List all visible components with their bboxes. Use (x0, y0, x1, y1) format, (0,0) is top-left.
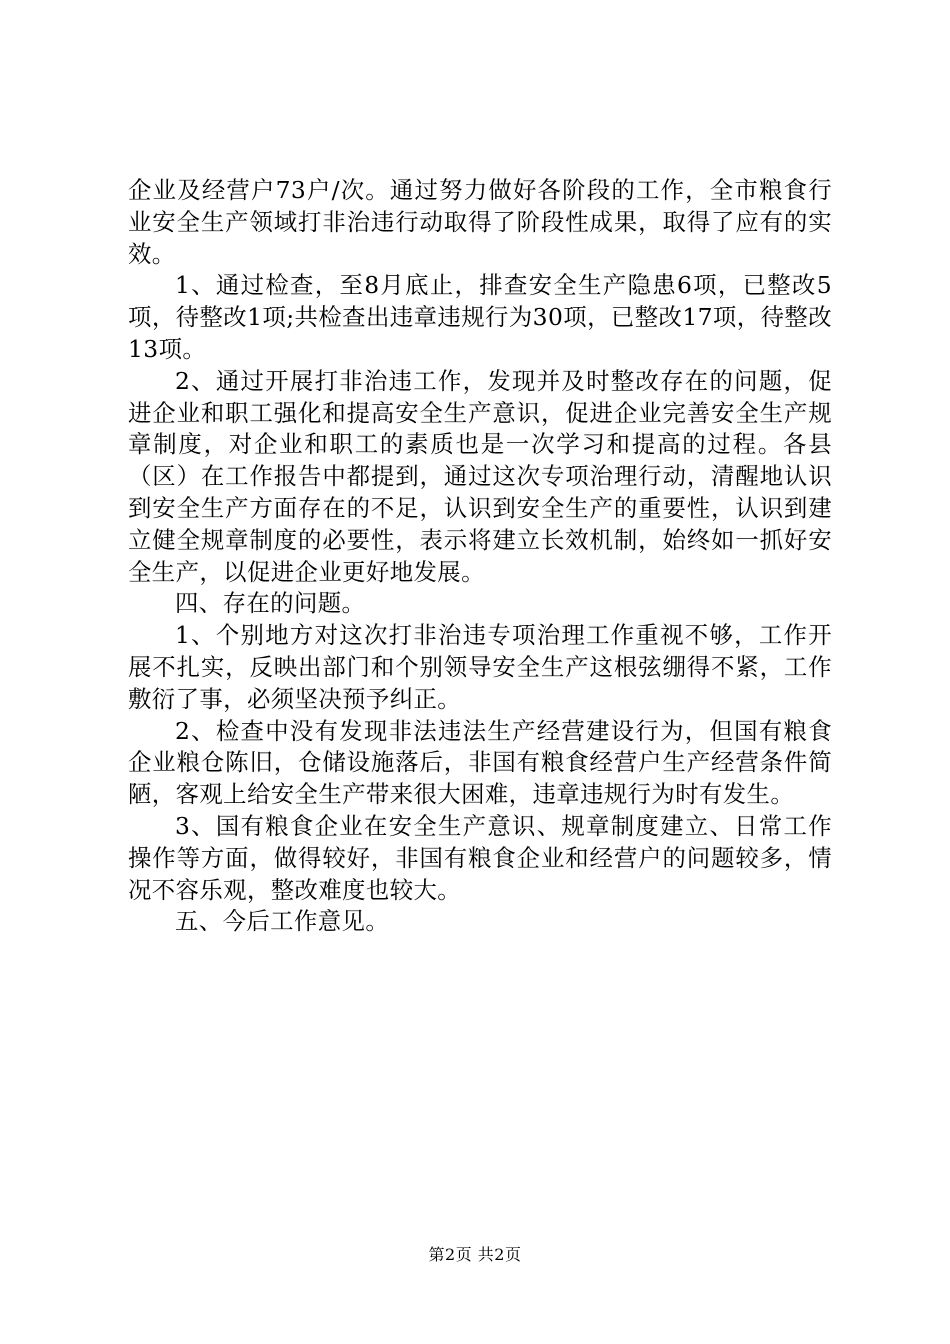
section-heading-future-work: 五、今后工作意见。 (175, 907, 390, 936)
paragraph-problem-3: 3、国有粮食企业在安全生产意识、规章制度建立、日常工作操作等方面，做得较好，非国有粮食企业和经营户的问题较多，情况不容乐观，整改难度也较大。 (128, 811, 832, 904)
page-footer: 第2页 共2页 (428, 1245, 522, 1264)
paragraph-problem-1: 1、个别地方对这次打非治违专项治理工作重视不够，工作开展不扎实，反映出部门和个别领导安全生产这根弦绷得不紧，工作敷衍了事，必须坚决预予纠正。 (128, 621, 832, 713)
paragraph-item-1: 1、通过检查，至8月底止，排查安全生产隐患6项，已整改5项，待整改1项;共检查出违章违规行为30项，已整改17项，待整改13项。 (128, 271, 832, 363)
paragraph-item-2: 2、通过开展打非治违工作，发现并及时整改存在的问题，促进企业和职工强化和提高安全生产意识，促进企业完善安全生产规章制度，对企业和职工的素质也是一次学习和提高的过程。各县（区）在工作报告中都提到，通过这次专项治理行动，清醒地认识到安全生产方面存在的不足，认识到安全生产的重要性，认识到建立健全规章制度的必要性，表示将建立长效机制，始终如一抓好安全生产，以促进企业更好地发展。 (128, 366, 832, 586)
section-heading-problems: 四、存在的问题。 (175, 589, 366, 618)
paragraph-problem-2: 2、检查中没有发现非法违法生产经营建设行为，但国有粮食企业粮仓陈旧，仓储设施落后，非国有粮食经营户生产经营条件简陋，客观上给安全生产带来很大困难，违章违规行为时有发生。 (128, 716, 832, 809)
document-body (128, 175, 832, 938)
paragraph-continued: 企业及经营户73户/次。通过努力做好各阶段的工作，全市粮食行业安全生产领域打非治违行动取得了阶段性成果，取得了应有的实效。 (128, 176, 832, 268)
